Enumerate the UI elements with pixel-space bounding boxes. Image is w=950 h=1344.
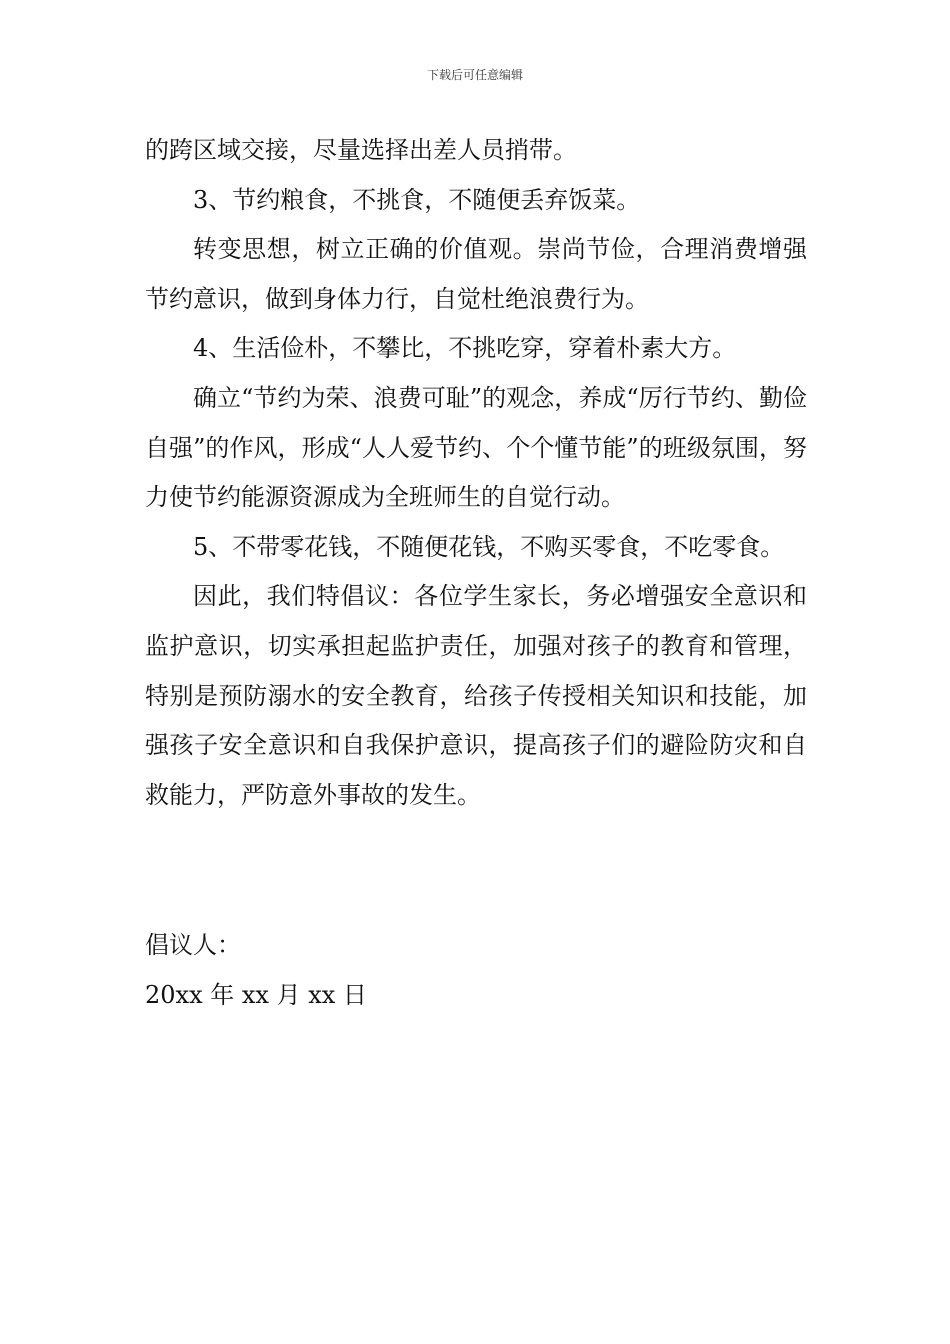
signature-block: [145, 920, 367, 1020]
proposer-label: 倡议人：: [145, 931, 241, 959]
paragraph-proposal: 因此，我们特倡议：各位学生家长，务必增强安全意识和监护意识，切实承担起监护责任，加强对孩子的教育和管理，特别是预防溺水的安全教育，给孩子传授相关知识和技能，加强孩子安全意识和自我保护意识，提高孩子们的避险防灾和自救能力，严防意外事故的发生。: [145, 582, 807, 809]
paragraph-item-5: 5、不带零花钱，不随便花钱，不购买零食，不吃零食。: [193, 532, 785, 561]
paragraph-continuation: 的跨区域交接，尽量选择出差人员捎带。: [145, 136, 577, 164]
signature-date: 20xx 年 xx 月 xx 日: [145, 981, 367, 1009]
paragraph-values: 转变思想，树立正确的价值观。崇尚节俭，合理消费增强节约意识，做到身体力行，自觉杜绝浪费行为。: [145, 235, 807, 313]
document-body: [145, 126, 807, 820]
paragraph-concept: 确立“节约为荣、浪费可耻”的观念，养成“厉行节约、勤俭自强”的作风，形成“人人爱节约、个个懂节能”的班级氛围，努力使节约能源资源成为全班师生的自觉行动。: [145, 383, 807, 512]
paragraph-item-4: 4、生活俭朴，不攀比，不挑吃穿，穿着朴素大方。: [193, 334, 737, 363]
paragraph-item-3: 3、节约粮食，不挑食，不随便丢弃饭菜。: [193, 185, 641, 214]
header-note: 下载后可任意编辑: [426, 68, 523, 82]
